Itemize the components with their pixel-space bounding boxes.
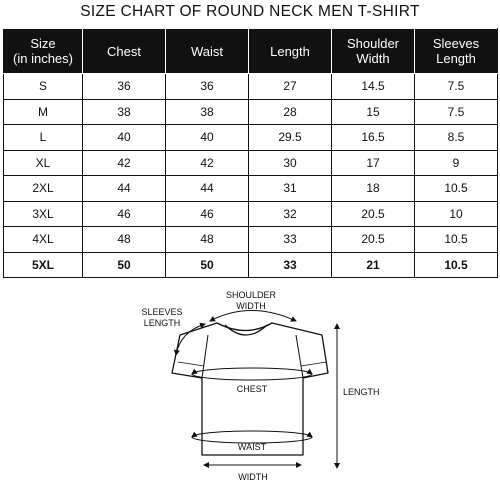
cell-shoulder-width: 18 — [332, 176, 415, 202]
cell-chest: 36 — [83, 74, 166, 100]
cell-chest: 38 — [83, 99, 166, 125]
table-header-row — [4, 29, 498, 74]
cell-waist: 40 — [166, 125, 249, 151]
cell-sleeves-length: 7.5 — [415, 74, 498, 100]
cell-length: 30 — [249, 150, 332, 176]
shoulder-width-label-2: WIDTH — [236, 301, 266, 311]
cell-size: 3XL — [4, 201, 83, 227]
header-waist: Waist — [166, 29, 249, 74]
cell-chest: 46 — [83, 201, 166, 227]
cell-shoulder-width: 21 — [332, 252, 415, 278]
table-row — [4, 125, 498, 151]
cell-shoulder-width: 16.5 — [332, 125, 415, 151]
cell-size: M — [4, 99, 83, 125]
sleeves-length-label-1: SLEEVES — [141, 307, 183, 317]
table-body — [4, 74, 498, 278]
cell-sleeves-length: 10.5 — [415, 176, 498, 202]
sleeves-length-label-2: LENGTH — [143, 318, 181, 328]
cell-sleeves-length: 9 — [415, 150, 498, 176]
shoulder-width-arrow — [210, 311, 296, 322]
table-row — [4, 176, 498, 202]
cell-chest: 44 — [83, 176, 166, 202]
width-label: WIDTH — [238, 472, 268, 482]
header-sleeves-length: Sleeves Length — [415, 29, 498, 74]
cell-shoulder-width: 20.5 — [332, 201, 415, 227]
cell-waist: 44 — [166, 176, 249, 202]
cell-waist: 50 — [166, 252, 249, 278]
cell-length: 33 — [249, 227, 332, 253]
cell-chest: 42 — [83, 150, 166, 176]
cell-sleeves-length: 10.5 — [415, 227, 498, 253]
cell-length: 32 — [249, 201, 332, 227]
cell-shoulder-width: 20.5 — [332, 227, 415, 253]
cell-sleeves-length: 8.5 — [415, 125, 498, 151]
table-row — [4, 201, 498, 227]
header-shoulder-width: Shoulder Width — [332, 29, 415, 74]
cell-size: 4XL — [4, 227, 83, 253]
cell-chest: 48 — [83, 227, 166, 253]
table-row — [4, 227, 498, 253]
cell-length: 31 — [249, 176, 332, 202]
cell-waist: 36 — [166, 74, 249, 100]
cell-sleeves-length: 7.5 — [415, 99, 498, 125]
cell-length: 27 — [249, 74, 332, 100]
table-row — [4, 99, 498, 125]
cell-waist: 42 — [166, 150, 249, 176]
length-label: LENGTH — [343, 387, 380, 397]
header-size: Size (in inches) — [4, 29, 83, 74]
table-row — [4, 74, 498, 100]
cell-length: 33 — [249, 252, 332, 278]
header-length: Length — [249, 29, 332, 74]
cell-shoulder-width: 15 — [332, 99, 415, 125]
cell-size: XL — [4, 150, 83, 176]
table-row — [4, 150, 498, 176]
tshirt-measurement-diagram — [0, 284, 500, 485]
cell-size: S — [4, 74, 83, 100]
waist-label: WAIST — [237, 442, 267, 452]
cell-waist: 48 — [166, 227, 249, 253]
cell-shoulder-width: 17 — [332, 150, 415, 176]
cell-length: 29.5 — [249, 125, 332, 151]
cell-chest: 40 — [83, 125, 166, 151]
cell-shoulder-width: 14.5 — [332, 74, 415, 100]
cell-waist: 46 — [166, 201, 249, 227]
chest-label: CHEST — [236, 384, 268, 394]
page-title: SIZE CHART OF ROUND NECK MEN T-SHIRT — [80, 3, 420, 20]
cell-length: 28 — [249, 99, 332, 125]
header-chest: Chest — [83, 29, 166, 74]
cell-waist: 38 — [166, 99, 249, 125]
cell-sleeves-length: 10 — [415, 201, 498, 227]
cell-size: L — [4, 125, 83, 151]
cell-size: 5XL — [4, 252, 83, 278]
size-chart-table — [3, 28, 498, 278]
cell-size: 2XL — [4, 176, 83, 202]
table-row — [4, 252, 498, 278]
cell-sleeves-length: 10.5 — [415, 252, 498, 278]
shoulder-width-label-1: SHOULDER — [225, 290, 277, 300]
cell-chest: 50 — [83, 252, 166, 278]
